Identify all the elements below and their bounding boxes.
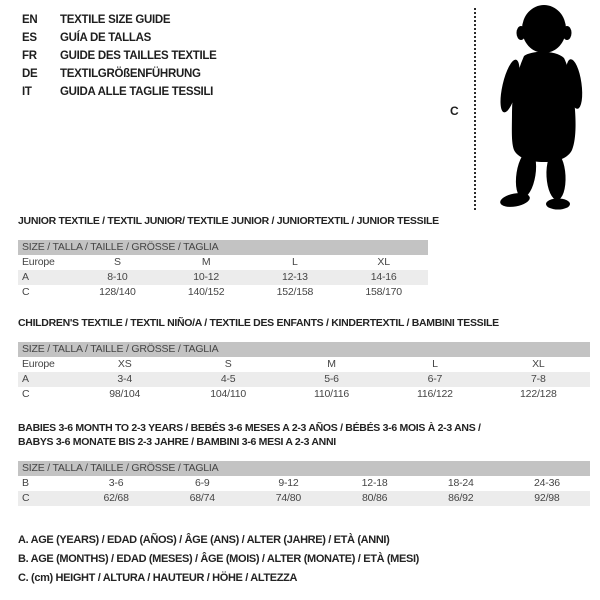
legend-line-b: B. AGE (MONTHS) / EDAD (MESES) / ÂGE (MOIS) / ALTER (MONATE) / ETÀ (MESI) — [18, 553, 419, 565]
babies-size-table — [18, 421, 590, 506]
table-row-age — [18, 372, 590, 387]
language-code: FR — [22, 50, 37, 62]
value-cell: 98/104 — [109, 388, 141, 400]
value-cell: 14-16 — [370, 271, 397, 283]
row-label: C — [22, 388, 30, 400]
row-label: Europe — [22, 358, 55, 370]
value-cell: 3-6 — [108, 477, 124, 489]
row-label: B — [22, 477, 29, 489]
value-cell: 80/86 — [361, 492, 388, 504]
language-row-it — [22, 83, 217, 101]
value-cell: 3-4 — [117, 373, 132, 385]
table-row-age — [18, 270, 428, 285]
value-cell: 140/152 — [187, 286, 225, 298]
value-cell: 110/116 — [314, 388, 350, 400]
table-row-sizes — [18, 255, 428, 270]
height-measure-label: C — [450, 104, 459, 118]
baby-silhouette-image — [486, 4, 598, 212]
size-cell: XL — [532, 358, 545, 370]
table-row-months — [18, 476, 590, 491]
table-title: CHILDREN'S TEXTILE / TEXTIL NIÑO/A / TEXTILE DES ENFANTS / KINDERTEXTIL / BAMBINI TESSILE — [18, 317, 499, 329]
value-cell: 158/170 — [365, 286, 402, 298]
value-cell: 12-13 — [281, 271, 308, 283]
language-row-en — [22, 11, 217, 29]
value-cell: 10-12 — [193, 271, 220, 283]
table-row-height — [18, 285, 428, 300]
size-cell: M — [201, 256, 211, 268]
row-label: Europe — [22, 256, 55, 268]
language-title: TEXTILGRÖßENFÜHRUNG — [60, 68, 201, 80]
height-measure-dotted-line — [474, 8, 476, 210]
value-cell: 6-9 — [194, 477, 210, 489]
size-cell: XS — [117, 358, 132, 370]
language-code: DE — [22, 68, 38, 80]
measure-legend — [18, 531, 419, 588]
size-header-band: SIZE / TALLA / TAILLE / GRÖSSE / TAGLIA — [18, 342, 590, 357]
value-cell: 4-5 — [220, 373, 236, 385]
table-row-height — [18, 491, 590, 506]
value-cell: 74/80 — [275, 492, 302, 504]
value-cell: 116/122 — [417, 388, 453, 400]
value-cell: 24-36 — [534, 477, 560, 489]
size-cell: XL — [377, 256, 390, 268]
table-row-height — [18, 387, 590, 402]
children-size-table — [18, 316, 590, 402]
legend-line-c: C. (cm) HEIGHT / ALTURA / HAUTEUR / HÖHE / ALTEZZA — [18, 572, 298, 584]
value-cell: 68/74 — [189, 492, 215, 504]
language-row-es — [22, 29, 217, 47]
size-header-band: SIZE / TALLA / TAILLE / GRÖSSE / TAGLIA — [18, 240, 428, 255]
size-header-band: SIZE / TALLA / TAILLE / GRÖSSE / TAGLIA — [18, 461, 590, 476]
value-cell: 122/128 — [520, 388, 557, 400]
language-title: GUÍA DE TALLAS — [60, 32, 151, 44]
size-cell: L — [292, 256, 298, 268]
value-cell: 5-6 — [324, 373, 339, 385]
table-title-line1: BABIES 3-6 MONTH TO 2-3 YEARS / BEBÉS 3-6 MESES A 2-3 AÑOS / BÉBÉS 3-6 MOIS À 2-3 ANS / — [18, 422, 481, 434]
language-row-fr — [22, 47, 217, 65]
value-cell: 18-24 — [447, 477, 474, 489]
row-label: A — [22, 373, 29, 385]
value-cell: 128/140 — [99, 286, 136, 298]
table-title-line2: BABYS 3-6 MONATE BIS 2-3 JAHRE / BAMBINI 3-6 MESI A 2-3 ANNI — [18, 436, 336, 448]
junior-size-table — [18, 214, 439, 300]
value-cell: 8-10 — [107, 271, 128, 283]
value-cell: 86/92 — [448, 492, 474, 504]
table-row-sizes — [18, 357, 590, 372]
row-label: C — [22, 492, 30, 504]
value-cell: 92/98 — [534, 492, 560, 504]
language-code: ES — [22, 32, 37, 44]
row-label: A — [22, 271, 29, 283]
value-cell: 62/68 — [103, 492, 129, 504]
size-cell: S — [224, 358, 232, 370]
value-cell: 12-18 — [361, 477, 388, 489]
value-cell: 152/158 — [276, 286, 314, 298]
table-title: JUNIOR TEXTILE / TEXTIL JUNIOR/ TEXTILE JUNIOR / JUNIORTEXTIL / JUNIOR TESSILE — [18, 215, 439, 227]
legend-line-a: A. AGE (YEARS) / EDAD (AÑOS) / ÂGE (ANS) / ALTER (JAHRE) / ETÀ (ANNI) — [18, 534, 390, 546]
language-title: GUIDE DES TAILLES TEXTILE — [60, 50, 217, 62]
value-cell: 6-7 — [427, 373, 443, 385]
value-cell: 9-12 — [278, 477, 299, 489]
language-code: EN — [22, 14, 38, 26]
size-cell: M — [327, 358, 336, 370]
language-title: GUIDA ALLE TAGLIE TESSILI — [60, 86, 214, 98]
language-title-list — [22, 11, 217, 101]
size-cell: L — [432, 358, 438, 370]
language-title: TEXTILE SIZE GUIDE — [60, 14, 171, 26]
row-label: C — [22, 286, 30, 298]
value-cell: 104/110 — [210, 388, 246, 400]
size-cell: S — [113, 256, 121, 268]
language-row-de — [22, 65, 217, 83]
language-code: IT — [22, 86, 32, 98]
value-cell: 7-8 — [531, 373, 546, 385]
